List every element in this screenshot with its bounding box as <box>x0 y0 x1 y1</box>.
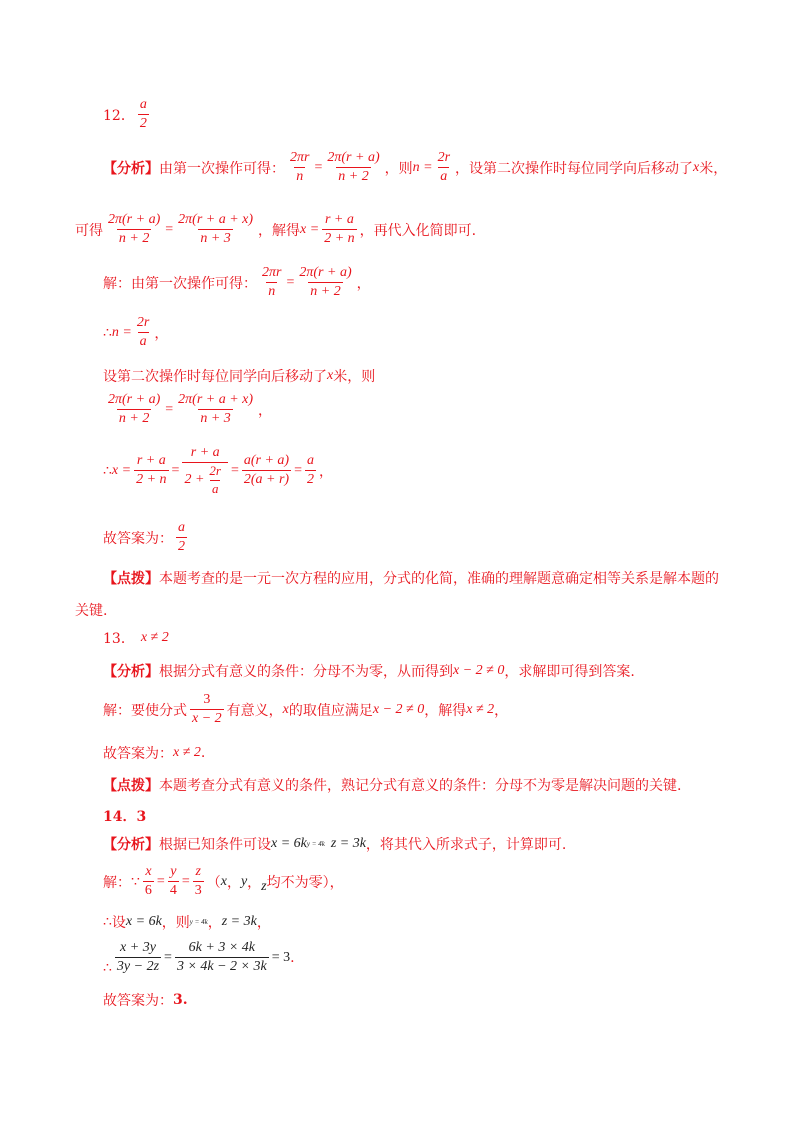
nested-fraction: r + a 2 + $\frac{2r}{a}$ <box>182 445 228 497</box>
q13-tip: 【点拨】 本题考查分式有意义的条件，熟记分式有意义的条件：分母不为零是解决问题的关键. <box>103 775 681 795</box>
therefore-symbol: ∴ <box>103 914 112 930</box>
q12-tip-line2: 关键. <box>75 603 108 619</box>
q14-solution-line1: 解： ∵ $\frac{x}{6}$ = $\frac{y}{4}$ = $\frac{z}{3}$ （ x ， y ， z 均不为零）， <box>103 864 344 899</box>
q12-answer: 故答案为： $\frac{a}{2}$ <box>103 520 185 555</box>
q12-solution-line1: 解：由第一次操作可得： $\frac{2\pi r}{n}$ = $\frac{2\pi(r + a)}{n + 2}$ ， <box>103 265 371 300</box>
q12-header <box>103 97 152 132</box>
fraction: $\frac{6k + 3 \times 4k}{3 \times 4k - 2 \times 3k}$ <box>176 940 267 975</box>
q12-analysis-line2: 可得 $\frac{2\pi(r + a)}{n + 2}$ = $\frac{2\pi(r + a + x)}{n + 3}$ ，解得 x = $\frac{r + a}{2 + n}$ ，再代入化简即可. <box>75 212 477 247</box>
fraction: $\frac{2\pi(r + a)}{n + 2}$ <box>108 212 161 247</box>
because-symbol: ∵ <box>131 873 140 890</box>
fraction: $\frac{r + a}{2 + n}$ <box>136 453 167 488</box>
fraction: $\frac{2\pi(r + a)}{n + 2}$ <box>327 150 380 185</box>
q13-header <box>103 628 169 648</box>
q12-solution-line4: $\frac{2\pi(r + a)}{n + 2}$ = $\frac{2\pi(r + a + x)}{n + 3}$ ， <box>108 392 273 427</box>
q12-solution-line5: ∴ x = $\frac{r + a}{2 + n}$ = r + a 2 + $\frac{2r}{a}$ = $\frac{a(r + a)}{2(a + r)}$ = $\frac{a}{2}$ ， <box>103 445 334 497</box>
q12-analysis-line1: 【分析】 由第一次操作可得： $\frac{2\pi r}{n}$ = $\frac{2\pi(r + a)}{n + 2}$ ，则 n = $\frac{2r}{a}$ ，设第二次操作时每位同学向后移动了 x 米， <box>103 150 728 185</box>
analysis-tag: 【分析】 <box>103 664 159 680</box>
q14-solution-line2: ∴ 设 x = 6k ，则 y = 4k ， z = 3k ， <box>103 914 271 931</box>
q12-tip-line1: 【点拨】 本题考查的是一元一次方程的应用，分式的化简，准确的理解题意确定相等关系是解本题的 <box>103 568 719 588</box>
fraction: $\frac{2\pi r}{n}$ <box>262 265 282 300</box>
fraction: $\frac{2\pi(r + a)}{n + 2}$ <box>299 265 352 300</box>
q13-solution: 解：要使分式 $\frac{3}{x - 2}$ 有意义， x 的取值应满足 x − 2 ≠ 0 ，解得 x ≠ 2 ， <box>103 692 509 727</box>
answer-fraction: $\frac{a}{2}$ <box>139 97 147 132</box>
answer: x ≠ 2 <box>140 630 169 645</box>
fraction: $\frac{2r}{a}$ <box>437 150 451 185</box>
answer-fraction: $\frac{a}{2}$ <box>178 520 185 555</box>
q14-solution-line3: ∴ $\frac{x + 3y}{3y - 2z}$ = $\frac{6k + 3 \times 4k}{3 \times 4k - 2 \times 3k}$ = 3 . <box>103 940 295 976</box>
fraction: $\frac{y}{4}$ <box>169 864 177 899</box>
q12-solution-line3: 设第二次操作时每位同学向后移动了 x 米，则 <box>103 368 376 385</box>
analysis-tag: 【分析】 <box>103 837 159 853</box>
question-number: 12． <box>103 107 135 124</box>
fraction: $\frac{3}{x - 2}$ <box>192 692 222 727</box>
fraction: $\frac{a(r + a)}{2(a + r)}$ <box>243 453 290 488</box>
fraction: $\frac{x}{6}$ <box>144 864 152 899</box>
tip-tag: 【点拨】 <box>103 778 159 794</box>
q14-analysis: 【分析】 根据已知条件可设 x = 6k y = 4k z = 3k ，将其代入所求式子，计算即可. <box>103 836 567 853</box>
fraction: $\frac{x + 3y}{3y - 2z}$ <box>116 940 160 975</box>
fraction: $\frac{2\pi(r + a + x)}{n + 3}$ <box>178 212 254 247</box>
q14-answer: 故答案为： 3. <box>103 992 188 1009</box>
question-number: 13． <box>103 631 135 647</box>
fraction: $\frac{z}{3}$ <box>194 864 202 899</box>
tip-tag: 【点拨】 <box>103 571 159 587</box>
q13-analysis: 【分析】 根据分式有意义的条件：分母不为零，从而得到 x − 2 ≠ 0 ，求解即可得到答案. <box>103 663 635 680</box>
fraction: $\frac{2\pi(r + a)}{n + 2}$ <box>108 392 161 427</box>
therefore-symbol: ∴ <box>103 462 112 479</box>
q14-header <box>103 806 146 826</box>
q12-solution-line2: ∴ n = $\frac{2r}{a}$ ， <box>103 315 169 350</box>
analysis-tag: 【分析】 <box>103 160 159 177</box>
fraction: $\frac{2\pi(r + a + x)}{n + 3}$ <box>178 392 254 427</box>
question-number: 14．3 <box>103 809 147 825</box>
therefore-symbol: ∴ <box>103 959 112 976</box>
fraction: $\frac{2\pi r}{n}$ <box>290 150 310 185</box>
fraction: $\frac{r + a}{2 + n}$ <box>324 212 355 247</box>
fraction: $\frac{2r}{a}$ <box>136 315 150 350</box>
fraction: $\frac{a}{2}$ <box>307 453 315 488</box>
therefore-symbol: ∴ <box>103 324 112 341</box>
q13-answer: 故答案为： x ≠ 2 . <box>103 745 206 762</box>
